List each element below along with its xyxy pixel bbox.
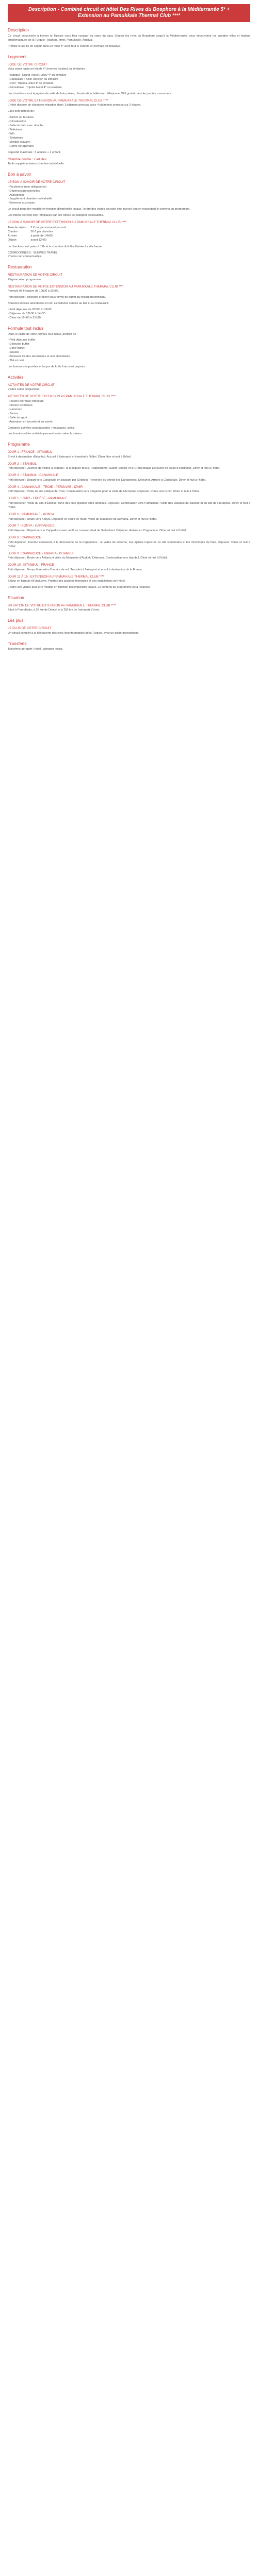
list-item: - Petit déjeuner de 07h00 à 10h00 — [8, 308, 250, 312]
list-item: - Petit déjeuner buffet — [8, 338, 250, 343]
list-item: - Pamukkale : Tripolis Hotel 4* ou similaire — [8, 86, 250, 90]
fee-label: Taxe de séjour — [8, 226, 27, 229]
list-item: - Dîner buffet — [8, 347, 250, 351]
description-paragraph: Ce circuit découverte à travers la Turquie vous fera voyager au cœur du pays. Depuis les rives du Bosphore jusqu'à la Méditerranée, vous découvrirez les grandes villes et régions emblématiques de la Turquie : Istanbul, Izmir, Pamukkale, Antalya. — [8, 35, 250, 42]
bon-a-savoir-paragraph: Le check-out est prévu à 12h et la chambre doit être libérée à cette heure. — [8, 245, 103, 248]
disclaimer-text: Photos non contractuelles. — [8, 255, 42, 259]
subsection-title: LOGE DE VOTRE CIRCUIT — [8, 62, 47, 66]
page — [8, 0, 250, 660]
list-item: - Boissons aux repas — [8, 201, 250, 206]
day-description: Envol à destination d'Istanbul. Accueil à l'aéroport et transfert à l'hôtel. Dîner libre et nuit à l'hôtel. — [8, 455, 132, 459]
subsection-title: LOGE DE VOTRE EXTENSION AU PAMUKKALE THERMAL CLUB **** — [8, 98, 108, 103]
table-row — [8, 230, 70, 234]
banner-title: Description - Combiné circuit et hôtel Des Rives du Bosphore à la Méditerranée 5* + Extension au Pamukkale Thermal Club **** — [28, 7, 230, 19]
day-title: JOUR 11 À 15 : EXTENSION AU PAMUKKALE THERMAL CLUB **** — [8, 574, 105, 579]
day-description: Petit déjeuner. Temps libre selon l'horaire de vol. Transfert à l'aéroport et envol à destination de la France. — [8, 568, 143, 571]
day-description: Séjour en formule All Inclusive. Profitez des piscines thermales et des installations de l'hôtel. — [8, 580, 126, 583]
table-row — [8, 239, 70, 243]
list-item: - Déjeuner de 12h30 à 14h30 — [8, 312, 250, 316]
description-paragraph: Profitez d'une fin de séjour dans un hôtel 5* avec tout le confort, en formule All Inclusive. — [8, 44, 121, 48]
fee-value: 2 € par personne et par nuit — [30, 226, 67, 229]
day-title: JOUR 3 : ISTANBUL - CANAKKALE — [8, 473, 58, 478]
bon-a-savoir-paragraph: Les hôtels peuvent être remplacés par des hôtels de catégorie équivalente. — [8, 214, 104, 217]
fee-value: 50 € par chambre — [30, 230, 54, 233]
section-title-programme: Programme — [8, 442, 30, 447]
hotel-list — [8, 74, 250, 90]
day-description: Petit déjeuner. Journée consacrée à la découverte de la Cappadoce : la vallée de Göreme, ses églises rupestres, la cité souterraine et les cheminées de fées. Déjeuner. Dîner et nuit à l'hôtel. — [8, 540, 250, 548]
restauration-paragraph: Boissons locales alcoolisées et non alcoolisées servies au bar et au restaurant. — [8, 302, 109, 306]
list-item: - Télévision — [8, 128, 250, 132]
list-item: - Climatisation — [8, 120, 250, 124]
list-item: - Thé et café — [8, 359, 250, 363]
list-item: - Pourboires (non obligatoires) — [8, 185, 250, 190]
list-item: - Sauna — [8, 412, 250, 416]
formule-list — [8, 338, 250, 363]
section-title-restauration: Restauration — [8, 265, 32, 270]
day-title: JOUR 10 : ISTANBUL - FRANCE — [8, 563, 54, 567]
page-banner — [8, 4, 250, 22]
section-title-plus: Les plus — [8, 618, 24, 623]
section-title-bon-a-savoir: Bon à savoir — [8, 172, 31, 177]
list-item: - Assurances — [8, 194, 250, 198]
section-title-description: Description — [8, 28, 29, 33]
fee-label: Départ — [8, 238, 17, 242]
subsection-title: ACTIVITÉS DE VOTRE CIRCUIT — [8, 383, 55, 387]
list-item: - Minibar (payant) — [8, 141, 250, 145]
day-title: JOUR 4 : CANAKKALE - TROIE - PERGAME - IZMIR — [8, 485, 83, 489]
table-row — [8, 226, 70, 230]
day-description: Petit déjeuner. Route vers Konya. Déjeuner en cours de route. Visite du Mausolée de Mevlana. Dîner et nuit à l'hôtel. — [8, 517, 157, 521]
list-item: - Téléphone — [8, 137, 250, 141]
itinerary — [8, 450, 250, 584]
meal-times-list — [8, 308, 250, 320]
list-item: - Coffre-fort (payant) — [8, 145, 250, 149]
list-item: - Salle de bain avec douche — [8, 124, 250, 128]
table-row — [8, 234, 70, 239]
list-item: - Istanbul : Grand Hotel Gulsoy 4* ou similaire — [8, 74, 250, 78]
list-item: - Canakkale : Kolin Hotel 5* ou similaire — [8, 78, 250, 82]
list-item: - Dîner de 19h00 à 21h30 — [8, 316, 250, 320]
list-item: - Animation en journée et en soirée — [8, 420, 250, 425]
activites-paragraph: Les horaires et les activités peuvent varier selon la saison. — [8, 432, 83, 436]
situation-paragraph: Situé à Pamukkale, à 20 km de Denizli et à 250 km de l'aéroport d'Izmir. — [8, 608, 100, 612]
list-item: - Piscine extérieure — [8, 404, 250, 408]
section-title-transferts: Transferts — [8, 641, 27, 646]
section-title-logement: Logement — [8, 54, 27, 59]
programme-note: L'ordre des visites peut être modifié en fonction des impératifs locaux. Le contenu du programme sera respecté. — [8, 586, 151, 589]
fees-table — [8, 226, 70, 243]
not-included-list — [8, 185, 250, 206]
list-item: - Hammam — [8, 408, 250, 412]
fee-value: avant 12h00 — [30, 238, 47, 242]
list-item: - Salle de sport — [8, 416, 250, 420]
activites-list — [8, 400, 250, 425]
list-item: - Izmir : Blanca Hotel 4* ou similaire — [8, 82, 250, 86]
day-title: JOUR 9 : CAPPADOCE - ANKARA - ISTANBUL — [8, 551, 75, 555]
day-description: Petit déjeuner. Journée de visites à Istanbul : la Mosquée Bleue, l'Hippodrome, Sainte-Sophie et le Grand Bazar. Déjeuner en cours d'excursion. Dîner et nuit à l'hôtel. — [8, 467, 220, 470]
subsection-title: RESTAURATION DE VOTRE EXTENSION AU PAMUKKALE THERMAL CLUB **** — [8, 284, 124, 289]
day-description: Petit déjeuner. Départ vers la Cappadoce avec arrêt au caravansérail de Sultanhani. Déjeuner. Arrivée en Cappadoce. Dîner et nuit à l'hôtel. — [8, 529, 187, 533]
day-description: Petit déjeuner. Route vers Ankara et visite du Mausolée d'Atatürk. Déjeuner. Continuation vers Istanbul. Dîner et nuit à l'hôtel. — [8, 556, 168, 560]
company-name: COORDONNÉES : SUNWEB TRAVEL — [8, 251, 58, 255]
logement-paragraph: L'hôtel dispose de chambres réparties dans 1 bâtiment principal avec 4 bâtiments annexes sur 2 étages. — [8, 104, 141, 107]
restauration-paragraph: Régime selon programme — [8, 278, 41, 281]
day-description: Petit déjeuner. Visite du site d'Éphèse, l'une des plus grandes cités antiques. Déjeuner. Continuation vers Pamukkale. Visite des vasques de calcaire et du site de Hiérapolis. Dîner et nuit à l'hôtel. — [8, 501, 250, 509]
day-title: JOUR 2 : ISTANBUL — [8, 462, 37, 466]
day-title: JOUR 8 : CAPPADOCE — [8, 536, 41, 540]
subsection-title: LE BON À SAVOIR DE VOTRE CIRCUIT — [8, 180, 66, 184]
section-title-formule: Formule tout inclus — [8, 326, 44, 331]
company-block — [8, 251, 250, 260]
day-title: JOUR 5 : IZMIR - EPHÈSE - PAMUKKALE — [8, 497, 68, 501]
bon-a-savoir-paragraph: Le circuit peut être modifié en fonction d'impératifs locaux, l'ordre des visites pouvant être inversé tout en respectant le contenu du programme. — [8, 208, 190, 211]
section-title-situation: Situation — [8, 596, 24, 601]
transferts-paragraph: Transferts aéroport / hôtel / aéroport inclus. — [8, 648, 63, 651]
day-description: Petit déjeuner. Départ vers Canakkale en passant par Gelibolu. Traversée du détroit des Dardanelles. Déjeuner. Arrivée à Canakkale. Dîner et nuit à l'hôtel. — [8, 478, 206, 482]
fee-value: à partir de 14h00 — [30, 234, 53, 238]
restauration-paragraph: Petit déjeuner, déjeuner et dîner sous forme de buffet au restaurant principal. — [8, 296, 106, 299]
formule-paragraph: Dans le cadre de votre formule tout inclus, profitez de : — [8, 332, 78, 336]
subsection-title: LE PLUS DE VOTRE CIRCUIT — [8, 626, 52, 631]
list-item: - Snacks — [8, 351, 250, 355]
logement-paragraph: Tarifs supplémentaires chambre individuelle. — [8, 162, 65, 166]
subsection-title: LE BON À SAVOIR DE VOTRE EXTENSION AU PAMUKKALE THERMAL CLUB **** — [8, 221, 127, 225]
activites-paragraph: Visites selon programme. — [8, 388, 41, 392]
fee-label: Arrivée — [8, 234, 17, 238]
list-item: - Piscine thermale intérieure — [8, 400, 250, 404]
plus-paragraph: Un circuit complet à la découverte des sites incontournables de la Turquie, avec un guide francophone. — [8, 631, 139, 635]
logement-paragraph: Elles sont dotées de : — [8, 110, 36, 113]
room-amenities-list — [8, 116, 250, 149]
subsection-title: ACTIVITÉS DE VOTRE EXTENSION AU PAMUKKALE THERMAL CLUB **** — [8, 395, 116, 399]
day-title: JOUR 1 : FRANCE - ISTANBUL — [8, 450, 53, 454]
fee-label: Caution — [8, 230, 18, 233]
logement-paragraph: Capacité maximale : 3 adultes + 1 enfant. — [8, 150, 61, 154]
formule-paragraph: Les boissons importées et les jus de fruits frais sont payants. — [8, 365, 86, 369]
list-item: - Déjeuner buffet — [8, 343, 250, 347]
list-item: - Boissons locales alcoolisées et non alcoolisées — [8, 355, 250, 359]
section-title-activites: Activités — [8, 375, 24, 380]
subsection-title: Chambre double : 2 adultes — [8, 157, 46, 161]
restauration-paragraph: Formule All Inclusive de 10h00 à 23h00. — [8, 290, 59, 293]
day-title: JOUR 6 : PAMUKKALE - KONYA — [8, 512, 54, 516]
logement-intro: Vous serez logés en hôtels 4* (normes locales) ou similaires : — [8, 67, 87, 71]
day-title: JOUR 7 : KONYA - CAPPADOCE — [8, 524, 55, 528]
list-item: - Balcon ou terrasse — [8, 116, 250, 120]
subsection-title: SITUATION DE VOTRE EXTENSION AU PAMUKKALE THERMAL CLUB **** — [8, 603, 116, 607]
subsection-title: RESTAURATION DE VOTRE CIRCUIT — [8, 273, 63, 277]
logement-paragraph: Les chambres sont équipées de salle de bain privée, climatisation, télévision, téléphone. Wifi gratuit dans les parties communes. — [8, 92, 172, 95]
list-item: - Supplément chambre individuelle — [8, 197, 250, 201]
day-description: Petit déjeuner. Visite du site antique de Troie. Continuation vers Pergame pour la visite de l'Acropole. Déjeuner. Route vers Izmir. Dîner et nuit à l'hôtel. — [8, 490, 200, 494]
list-item: - Dépenses personnelles — [8, 190, 250, 194]
activites-paragraph: Certaines activités sont payantes : massages, soins. — [8, 426, 75, 430]
list-item: - Wifi — [8, 132, 250, 137]
